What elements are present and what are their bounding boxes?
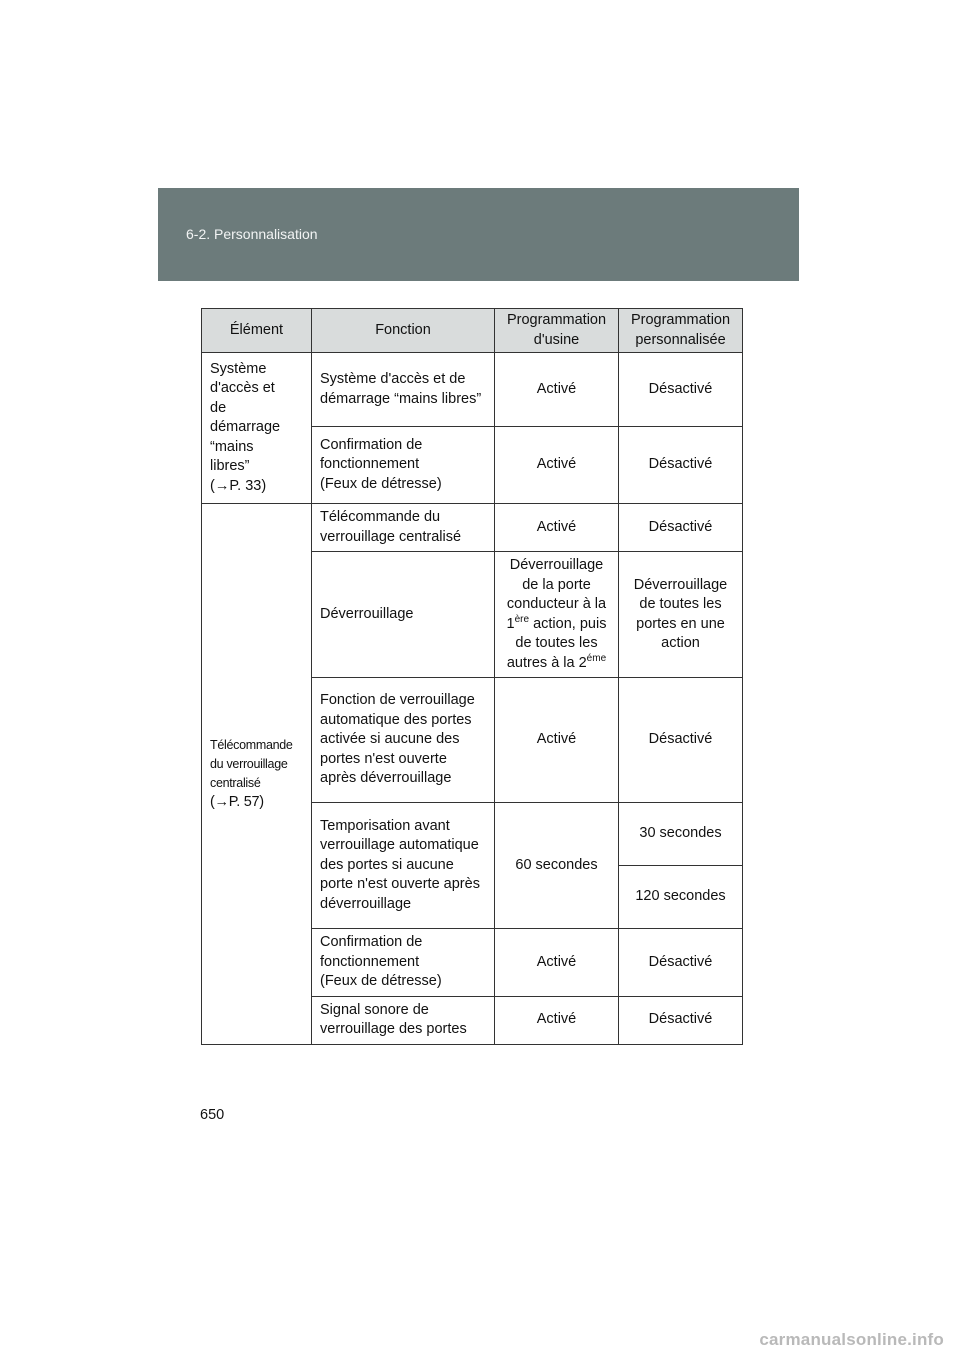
custom-setting-cell: Désactivé — [619, 996, 743, 1044]
custom-setting-cell: Désactivé — [619, 678, 743, 803]
item-cell — [202, 504, 312, 1045]
custom-setting-cell: Désactivé — [619, 504, 743, 552]
custom-setting-cell: Déverrouillage de toutes les portes en une action — [619, 552, 743, 678]
ordinal-superscript: éme — [586, 652, 607, 664]
custom-setting-cell: Désactivé — [619, 427, 743, 504]
customization-table — [201, 308, 743, 1045]
page-reference: (→P. 57) — [210, 793, 264, 810]
table-row — [202, 353, 743, 427]
item-label: Télécommande du verrouillage centralisé — [210, 737, 293, 790]
section-header-band — [158, 188, 799, 281]
page-number: 650 — [200, 1107, 225, 1123]
function-cell: Télécommande du verrouillage centralisé — [312, 504, 495, 552]
factory-setting-cell: 60 secondes — [495, 803, 619, 929]
factory-setting-cell: Activé — [495, 353, 619, 427]
factory-setting-cell: Activé — [495, 504, 619, 552]
custom-setting-cell: Désactivé — [619, 353, 743, 427]
factory-setting-cell — [495, 552, 619, 678]
custom-setting-cell: Désactivé — [619, 929, 743, 997]
factory-setting-text: action, puis de toutes les autres à la 2 — [506, 615, 607, 671]
column-header: Programmation personnalisée — [619, 309, 743, 353]
column-header: Fonction — [312, 309, 495, 353]
function-cell: Temporisation avant verrouillage automatique des portes si aucune porte n'est ouverte après déverrouillage — [312, 803, 495, 929]
custom-setting-cell: 30 secondes — [619, 803, 743, 866]
table-row — [202, 504, 743, 552]
function-cell: Confirmation de fonctionnement (Feux de détresse) — [312, 929, 495, 997]
function-cell: Fonction de verrouillage automatique des portes activée si aucune des portes n'est ouverte après déverrouillage — [312, 678, 495, 803]
factory-setting-cell: Activé — [495, 427, 619, 504]
factory-setting-cell: Activé — [495, 929, 619, 997]
watermark: carmanualsonline.info — [759, 1330, 944, 1349]
factory-setting-cell: Activé — [495, 678, 619, 803]
item-cell: Système d'accès et de démarrage “mains libres” (→P. 33) — [202, 353, 312, 504]
column-header: Programmation d'usine — [495, 309, 619, 353]
custom-setting-cell: 120 secondes — [619, 866, 743, 929]
function-cell: Système d'accès et de démarrage “mains libres” — [312, 353, 495, 427]
ordinal-superscript: ère — [514, 613, 530, 625]
function-cell: Signal sonore de verrouillage des portes — [312, 996, 495, 1044]
section-title: 6-2. Personnalisation — [186, 226, 318, 242]
function-cell: Déverrouillage — [312, 552, 495, 678]
column-header: Élément — [202, 309, 312, 353]
factory-setting-text: Déverrouillage de la porte conducteur à la 1 — [506, 557, 607, 632]
table-header-row — [202, 309, 743, 353]
function-cell: Confirmation de fonctionnement (Feux de détresse) — [312, 427, 495, 504]
factory-setting-cell: Activé — [495, 996, 619, 1044]
